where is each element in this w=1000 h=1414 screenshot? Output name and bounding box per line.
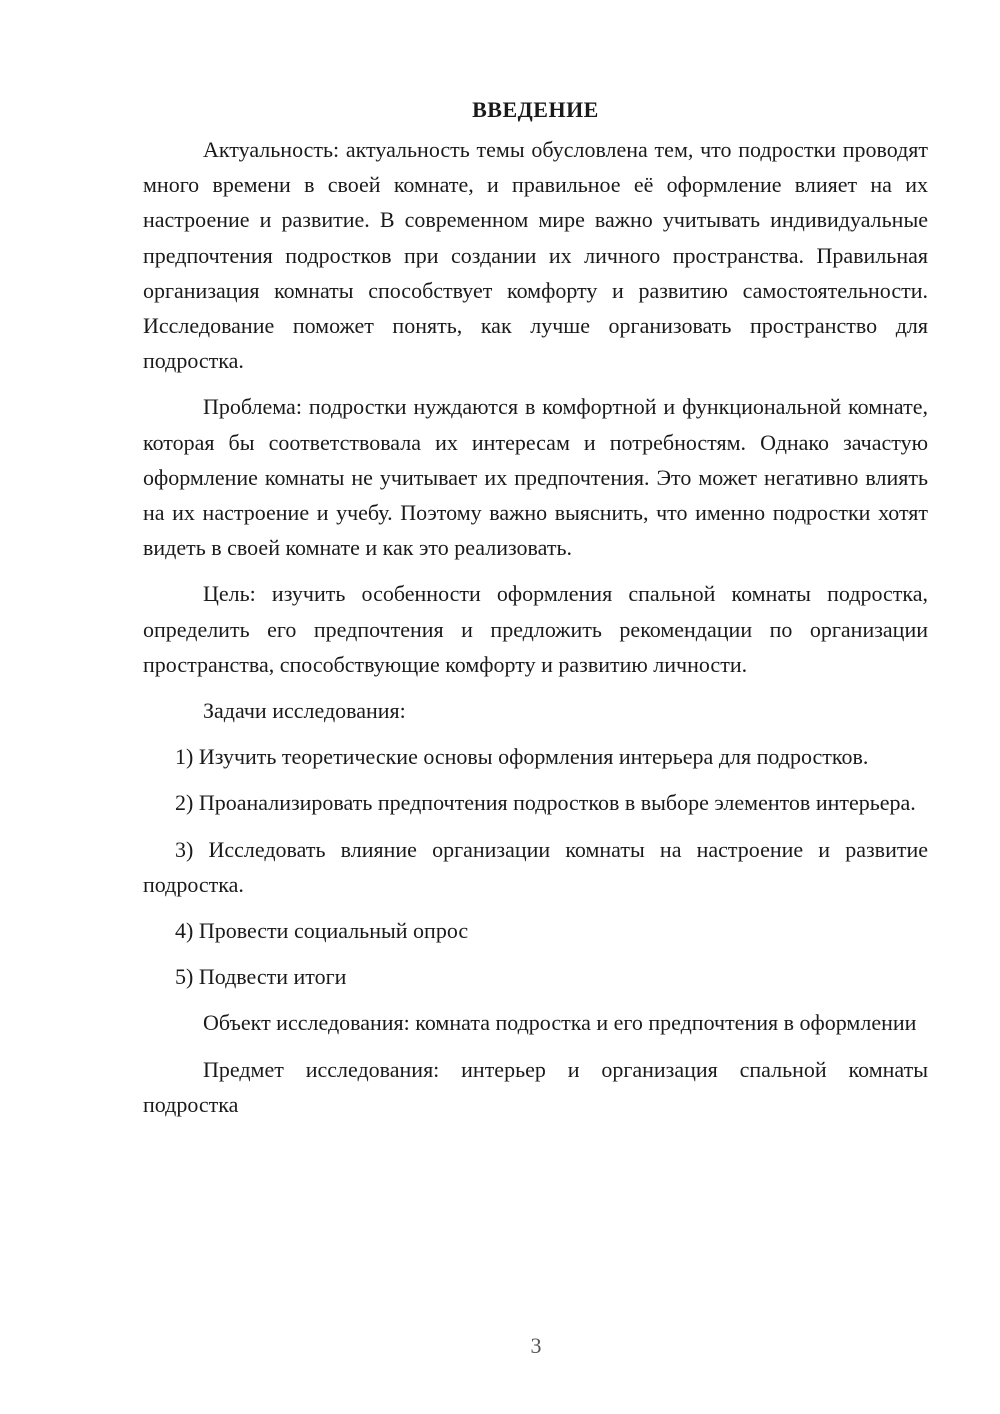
goal-paragraph: Цель: изучить особенности оформления спальной комнаты подростка, определить его предпочтения и предложить рекомендации по организации пространства, способствующие комфорту и развитию личности.: [143, 581, 928, 677]
object-paragraph: Объект исследования: комната подростка и его предпочтения в оформлении: [203, 1010, 917, 1036]
page-number: 3: [530, 1333, 542, 1358]
task-item-3: 3) Исследовать влияние организации комнаты на настроение и развитие подростка.: [143, 836, 928, 897]
task-item-1: 1) Изучить теоретические основы оформления интерьера для подростков.: [175, 744, 869, 770]
subject-paragraph: Предмет исследования: интерьер и организация спальной комнаты подростка: [143, 1056, 928, 1117]
tasks-title: Задачи исследования:: [203, 698, 406, 724]
document-page: [143, 92, 928, 1133]
task-item-4: 4) Провести социальный опрос: [175, 918, 469, 944]
relevance-paragraph: Актуальность: актуальность темы обусловлена тем, что подростки проводят много времени в своей комнате, и правильное её оформление влияет на их настроение и развитие. В современном мире важно учитывать индивидуальные предпочтения подростков при создании их личного пространства. Правильная организация комнаты способствует комфорту и развитию самостоятельности. Исследование поможет понять, как лучше организовать пространство для подростка.: [143, 137, 928, 374]
problem-paragraph: Проблема: подростки нуждаются в комфортной и функциональной комнате, которая бы соответствовала их интересам и потребностям. Однако зачастую оформление комнаты не учитывает их предпочтения. Это может негативно влиять на их настроение и учебу. Поэтому важно выяснить, что именно подростки хотят видеть в своей комнате и как это реализовать.: [143, 394, 928, 561]
section-heading: ВВЕДЕНИЕ: [472, 97, 599, 122]
task-item-2: 2) Проанализировать предпочтения подростков в выборе элементов интерьера.: [175, 790, 916, 816]
task-item-5: 5) Подвести итоги: [175, 964, 347, 990]
